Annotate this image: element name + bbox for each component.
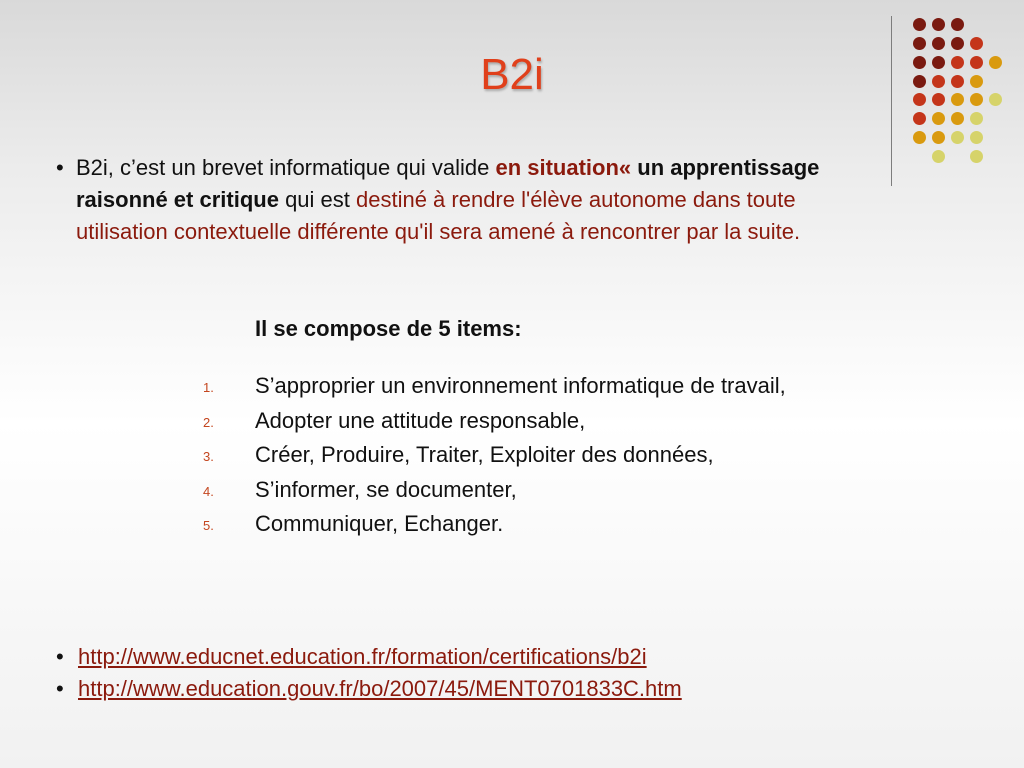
decorative-dot [989, 56, 1002, 69]
decorative-dot [951, 112, 964, 125]
intro-part-5: qui est [278, 187, 356, 212]
bullet-marker: • [56, 676, 64, 701]
decorative-dot [970, 56, 983, 69]
decorative-dot [970, 131, 983, 144]
decorative-dot [913, 93, 926, 106]
decorative-dot [932, 56, 945, 69]
bullet-marker: • [56, 644, 64, 669]
decorative-dot [970, 150, 983, 163]
item-text: Communiquer, Echanger. [255, 511, 504, 536]
decorative-dot [989, 93, 1002, 106]
decorative-dot [913, 56, 926, 69]
decorative-dot [932, 150, 945, 163]
decorative-dot [932, 93, 945, 106]
decorative-dot [970, 75, 983, 88]
bullet-marker: • [56, 155, 64, 180]
decorative-dot [951, 56, 964, 69]
item-number: 5. [203, 518, 214, 533]
decorative-dot [932, 131, 945, 144]
decorative-dot [951, 75, 964, 88]
decorative-dot [951, 131, 964, 144]
item-text: Adopter une attitude responsable, [255, 407, 586, 433]
item-number: 1. [203, 380, 214, 395]
decorative-dot [970, 93, 983, 106]
item-number: 2. [203, 414, 214, 430]
item-number: 4. [203, 483, 214, 499]
decorative-dot [913, 37, 926, 50]
education-gouv-link[interactable]: http://www.education.gouv.fr/bo/2007/45/MENT0701833C.htm [78, 676, 682, 701]
decorative-dot [932, 37, 945, 50]
decorative-dot [951, 18, 964, 31]
compose-heading: Il se compose de 5 items: [255, 316, 522, 341]
decorative-dot [932, 75, 945, 88]
intro-part-2: en situation« [495, 155, 632, 180]
decorative-dot [970, 37, 983, 50]
link-item [56, 673, 682, 705]
decorative-dot [932, 18, 945, 31]
intro-part-1: B2i, c’est un brevet informatique qui valide [76, 155, 496, 180]
item-text: Créer, Produire, Traiter, Exploiter des données, [255, 442, 714, 467]
decorative-dot [970, 112, 983, 125]
intro-text [76, 152, 856, 248]
intro-paragraph [56, 152, 856, 248]
decorative-dot [932, 112, 945, 125]
decorative-dot [913, 112, 926, 125]
decorative-dot [913, 18, 926, 31]
decorative-dot [951, 93, 964, 106]
slide-title: B2i [480, 50, 544, 99]
decorative-dot [913, 131, 926, 144]
item-number: 3. [203, 449, 214, 464]
item-text: S’approprier un environnement informatique de travail, [255, 373, 786, 398]
decorative-dot [913, 75, 926, 88]
links-list [56, 641, 682, 705]
intro-part-4: un apprentissage raisonné et critique [76, 155, 820, 212]
educnet-link[interactable]: http://www.educnet.education.fr/formation/certifications/b2i [78, 644, 647, 669]
item-text: S’informer, se documenter, [255, 476, 517, 502]
link-item [56, 641, 682, 673]
intro-part-6: destiné à rendre l'élève autonome dans toute utilisation contextuelle différente qu'il sera amené à rencontrer par la suite. [76, 187, 801, 244]
divider-line [891, 16, 892, 186]
decorative-dot [951, 37, 964, 50]
